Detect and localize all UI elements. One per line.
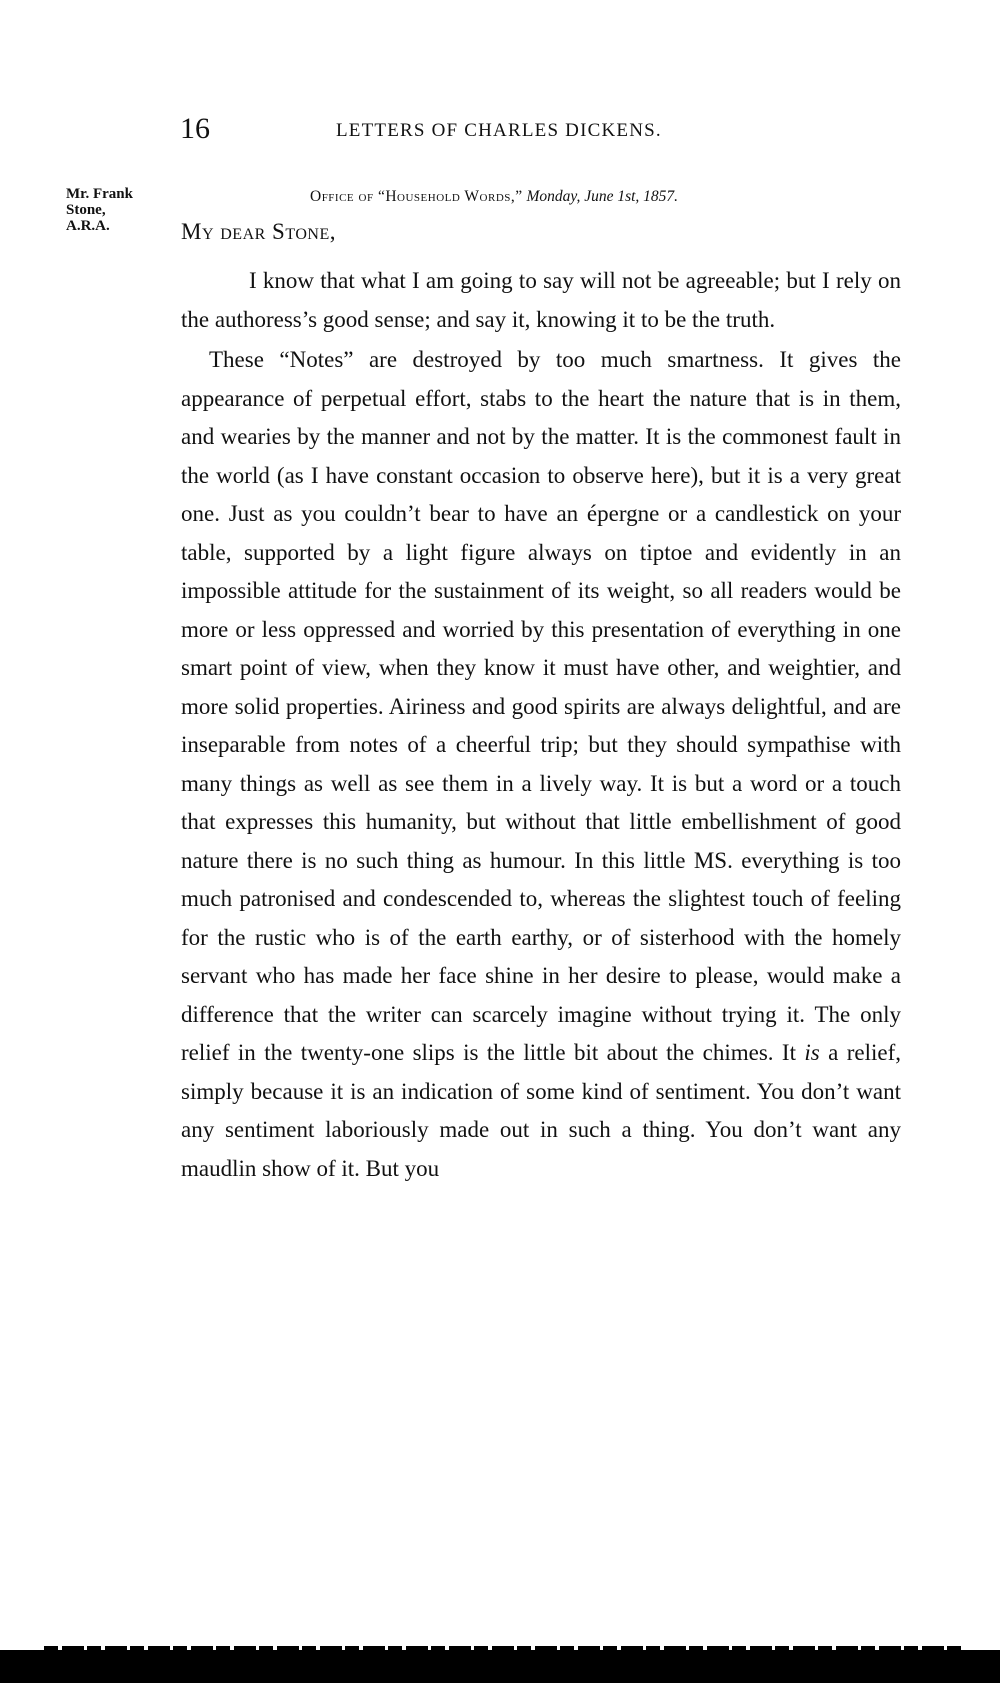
paragraph-text: These “Notes” are destroyed by too much smartness. It gives the appearance of perpetual effort, stabs to the heart the nature that is in them, and wearies by the manner and not by the matter. It is the commonest fault in the world (as I have constant occasion to observe here), but it is a very great one. Just as you couldn’t bear to have an épergne or a candlestick on your table, supported by a light figure always on tiptoe and evidently in an impossible attitude for the sustainment of its weight, so all readers would be more or less oppressed and worried by this presentation of everything in one smart point of view, when they know it must have other, and weightier, and more solid properties. Airiness and good spirits are always delightful, and are inseparable from notes of a cheerful trip; but they should sympathise with many things as well as see them in a lively way. It is but a word or a touch that expresses this humanity, but without that little embellishment of good nature there is no such thing as humour. In this little MS. everything is too much patronised and condescended to, whereas the slightest touch of feeling for the rustic who is of the earth earthy, or of sisterhood with the homely servant who has made her face shine in her desire to please, would make a difference that the writer can scarcely imagine without trying it. The only relief in the twenty-one slips is the little bit about the chimes. It [181, 347, 901, 1065]
letter-body [181, 262, 901, 1188]
letter-salutation: My dear Stone, [181, 219, 336, 244]
dateline-place: Office of “Household Words,” [310, 188, 523, 205]
margin-note-line: A.R.A. [66, 218, 110, 234]
scan-border-bar [0, 1650, 1000, 1683]
letter-dateline [310, 188, 678, 206]
letter-paragraph: I know that what I am going to say will not be agreeable; but I rely on the authoress’s good sense; and say it, knowing it to be the truth. [181, 268, 901, 332]
paragraph-text: a relief, simply because it is an indication of some kind of sentiment. You don’t want any sentiment laboriously made out in such a thing. You don’t want any maudlin show of it. But you [181, 1040, 901, 1181]
running-title: LETTERS OF CHARLES DICKENS. [336, 120, 662, 141]
margin-note-line: Mr. Frank [66, 186, 133, 202]
letter-paragraph [181, 341, 901, 1188]
emphasis-text: is [804, 1040, 820, 1065]
margin-note-recipient [66, 186, 178, 234]
dateline-date: Monday, June 1st, 1857. [526, 188, 679, 205]
margin-note-line: Stone, [66, 202, 106, 218]
page-number: 16 [180, 112, 210, 145]
